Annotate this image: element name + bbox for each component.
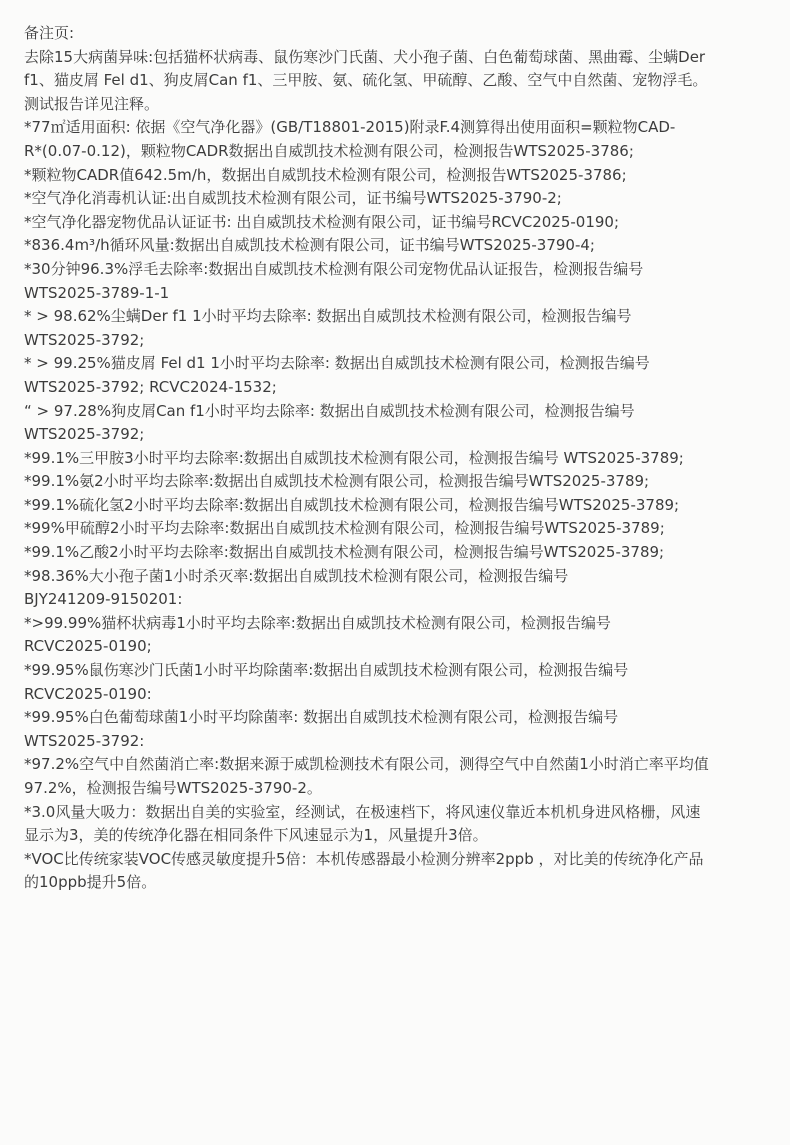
note-line: *99.95%鼠伤寒沙门氏菌1小时平均除菌率:数据出自威凯技术检测有限公司，检测报告编号 xyxy=(24,661,629,680)
note-line: *836.4m³/h循环风量:数据出自威凯技术检测有限公司，证书编号WTS2025-3790-4; xyxy=(24,236,595,255)
note-line: RCVC2025-0190; xyxy=(24,637,152,656)
notes-content xyxy=(24,22,768,895)
note-line: *77㎡适用面积: 依据《空气净化器》(GB/T18801-2015)附录F.4测算得出使用面积=颗粒物CAD- xyxy=(24,118,676,137)
note-line: * > 98.62%尘螨Der f1 1小时平均去除率: 数据出自威凯技术检测有限公司，检测报告编号 xyxy=(24,307,632,326)
note-line: RCVC2025-0190: xyxy=(24,684,152,703)
note-line: 97.2%，检测报告编号WTS2025-3790-2。 xyxy=(24,779,322,797)
note-line: WTS2025-3792: xyxy=(24,731,145,750)
note-line: WTS2025-3789-1-1 xyxy=(24,283,170,302)
note-line: *97.2%空气中自然菌消亡率:数据来源于威凯检测技术有限公司，测得空气中自然菌1小时消亡率平均值 xyxy=(24,755,709,774)
note-line: *VOC比传统家装VOC传感灵敏度提升5倍：本机传感器最小检测分辨率2ppb ，对比美的传统净化产品 xyxy=(24,849,704,868)
note-line: 测试报告详见注释。 xyxy=(24,94,160,113)
note-line: *3.0风量大吸力：数据出自美的实验室，经测试，在极速档下，将风速仪靠近本机机身进风格栅，风速 xyxy=(24,802,701,821)
note-line: 显示为3，美的传统净化器在相同条件下风速显示为1，风量提升3倍。 xyxy=(24,826,488,845)
note-line: WTS2025-3792; xyxy=(24,425,145,444)
note-line: *空气净化器宠物优品认证证书: 出自威凯技术检测有限公司，证书编号RCVC2025-0190; xyxy=(24,212,620,231)
note-line: f1、猫皮屑 Fel d1、狗皮屑Can f1、三甲胺、氨、硫化氢、甲硫醇、乙酸、空气中自然菌、宠物浮毛。 xyxy=(24,71,708,90)
note-line: BJY241209-9150201: xyxy=(24,590,183,609)
note-line: WTS2025-3792; xyxy=(24,330,145,349)
note-line: 的10ppb提升5倍。 xyxy=(24,873,157,892)
note-line: *98.36%大小孢子菌1小时杀灭率:数据出自威凯技术检测有限公司，检测报告编号 xyxy=(24,566,569,585)
note-line: WTS2025-3792; RCVC2024-1532; xyxy=(24,377,277,396)
note-line: *99.95%白色葡萄球菌1小时平均除菌率: 数据出自威凯技术检测有限公司，检测报告编号 xyxy=(24,708,619,727)
note-line: *99.1%三甲胺3小时平均去除率:数据出自威凯技术检测有限公司，检测报告编号 WTS2025-3789; xyxy=(24,448,684,467)
note-line: *>99.99%猫杯状病毒1小时平均去除率:数据出自威凯技术检测有限公司，检测报告编号 xyxy=(24,613,611,632)
note-line: *99.1%硫化氢2小时平均去除率:数据出自威凯技术检测有限公司，检测报告编号WTS2025-3789; xyxy=(24,495,680,514)
note-line: *99.1%氨2小时平均去除率:数据出自威凯技术检测有限公司，检测报告编号WTS2025-3789; xyxy=(24,472,650,491)
note-line: * > 99.25%猫皮屑 Fel d1 1小时平均去除率: 数据出自威凯技术检测有限公司，检测报告编号 xyxy=(24,354,650,373)
note-line: 去除15大病菌异味:包括猫杯状病毒、鼠伤寒沙门氏菌、犬小孢子菌、白色葡萄球菌、黑曲霉、尘螨Der xyxy=(24,47,706,66)
note-line: “ > 97.28%狗皮屑Can f1小时平均去除率: 数据出自威凯技术检测有限公司，检测报告编号 xyxy=(24,401,635,420)
note-line: *空气净化消毒机认证:出自威凯技术检测有限公司，证书编号WTS2025-3790-2; xyxy=(24,189,562,208)
note-line: *99%甲硫醇2小时平均去除率:数据出自威凯技术检测有限公司，检测报告编号WTS2025-3789; xyxy=(24,519,665,538)
notes-title: 备注页: xyxy=(24,24,75,42)
note-line: *30分钟96.3%浮毛去除率:数据出自威凯技术检测有限公司宠物优品认证报告，检测报告编号 xyxy=(24,259,644,278)
note-line: *颗粒物CADR值642.5m/h，数据出自威凯技术检测有限公司，检测报告WTS2025-3786; xyxy=(24,165,627,184)
note-line: R*(0.07-0.12)，颗粒物CADR数据出自威凯技术检测有限公司，检测报告WTS2025-3786; xyxy=(24,141,634,160)
note-line: *99.1%乙酸2小时平均去除率:数据出自威凯技术检测有限公司，检测报告编号WTS2025-3789; xyxy=(24,543,665,562)
notes-lines xyxy=(24,46,768,895)
